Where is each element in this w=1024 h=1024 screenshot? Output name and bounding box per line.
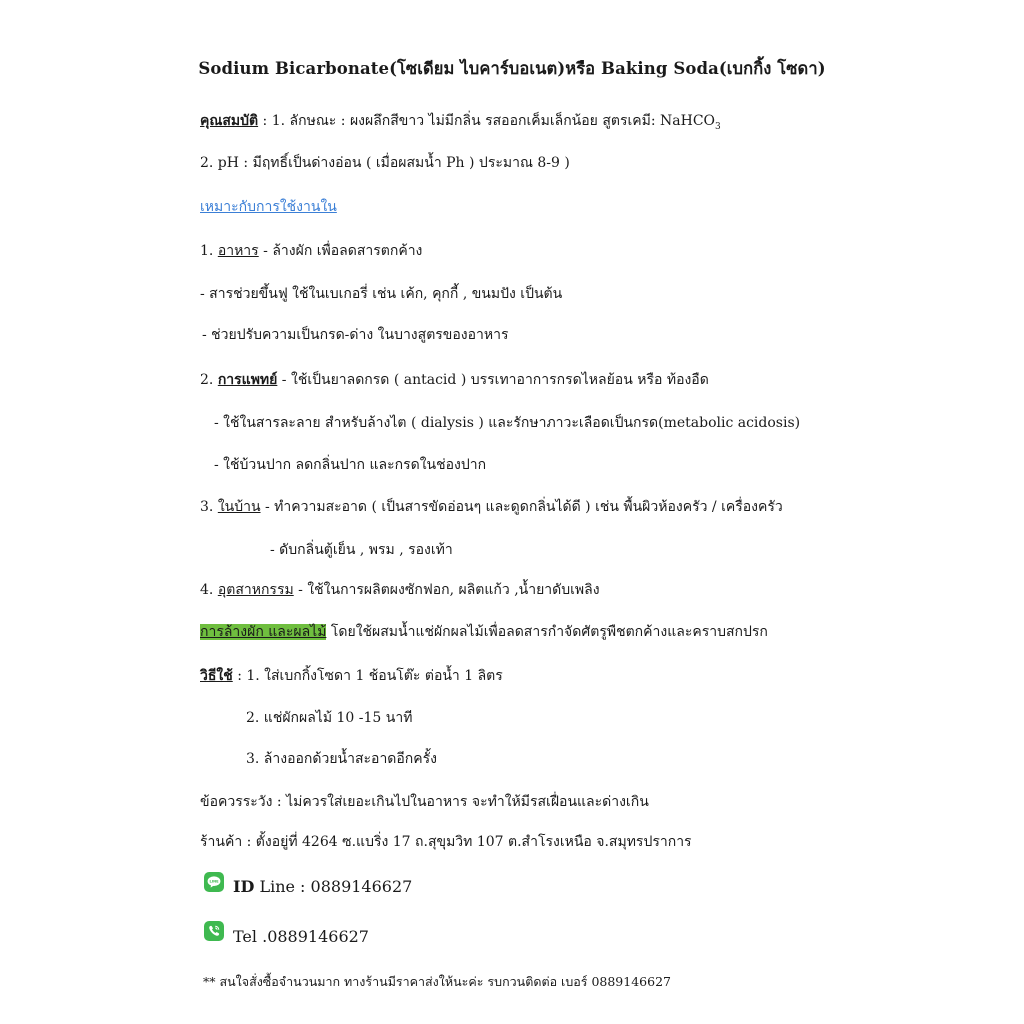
washing-highlight-label: การล้างผัก และผลไม้	[200, 624, 327, 640]
food-line-2: - สารช่วยขึ้นฟู ใช้ในเบเกอรี่ เช่น เค้ก, คุกกี้ , ขนมปัง เป็นต้น	[200, 286, 563, 302]
medical-line-2: - ใช้ในสารละลาย สำหรับล้างไต ( dialysis ) และรักษาภาวะเลือดเป็นกรด(metabolic acidosis)	[214, 415, 801, 431]
line-icon-text: LINE	[209, 879, 219, 884]
home-line-1	[200, 496, 783, 518]
medical-number: 2.	[200, 372, 218, 388]
washing-line	[200, 621, 768, 643]
document-title: Sodium Bicarbonate(โซเดียม ไบคาร์บอเนต)หรือ Baking Soda(เบกกิ้ง โซดา)	[198, 59, 826, 78]
line-id-value: Line : 0889146627	[254, 877, 413, 896]
medical-line-1	[200, 369, 709, 391]
line-id-label: ID	[233, 877, 255, 896]
industry-label: อุตสาหกรรม	[217, 582, 294, 598]
shop-address-line: ร้านค้า : ตั้งอยู่ที่ 4264 ซ.แบริ่ง 17 ถ.สุขุมวิท 107 ต.สำโรงเหนือ จ.สมุทรปราการ	[200, 834, 692, 850]
food-number: 1.	[200, 243, 218, 259]
industry-number: 4.	[200, 582, 218, 598]
suitable-heading-link[interactable]: เหมาะกับการใช้งานใน	[200, 199, 337, 215]
industry-line	[200, 579, 600, 601]
phone-app-icon	[204, 921, 224, 941]
medical-text: - ใช้เป็นยาลดกรด ( antacid ) บรรเทาอาการกรดไหลย้อน หรือ ท้องอืด	[277, 372, 709, 388]
food-label: อาหาร	[217, 243, 259, 259]
footer-note: ** สนใจสั่งซื้อจำนวนมาก ทางร้านมีราคาส่งให้นะค่ะ รบกวนติดต่อ เบอร์ 0889146627	[203, 974, 671, 989]
properties-colon: :	[258, 113, 268, 129]
line-id-line	[233, 877, 412, 896]
home-line-2: - ดับกลิ่นตู้เย็น , พรม , รองเท้า	[270, 542, 453, 558]
food-line-3: - ช่วยปรับความเป็นกรด-ด่าง ในบางสูตรของอาหาร	[202, 327, 509, 343]
method-step-1-text: : 1. ใส่เบกกิ้งโซดา 1 ช้อนโต๊ะ ต่อน้ำ 1 ลิตร	[232, 668, 503, 684]
method-step-1	[200, 665, 503, 687]
line-app-icon	[204, 872, 224, 892]
washing-text: โดยใช้ผสมน้ำแช่ผักผลไม้เพื่อลดสารกำจัดศัตรูพืชตกค้างและคราบสกปรก	[326, 624, 768, 640]
home-label: ในบ้าน	[217, 499, 261, 515]
medical-label: การแพทย์	[217, 372, 278, 388]
medical-line-3: - ใช้บ้วนปาก ลดกลิ่นปาก และกรดในช่องปาก	[214, 457, 487, 473]
food-text: - ล้างผัก เพื่อลดสารตกค้าง	[258, 243, 423, 259]
tel-line: Tel .0889146627	[233, 927, 369, 946]
home-number: 3.	[200, 499, 218, 515]
properties-line-1	[200, 110, 721, 132]
method-label: วิธีใช้	[200, 668, 233, 684]
properties-appearance: 1. ลักษณะ : ผงผลึกสีขาว ไม่มีกลิ่น รสออกเค็มเล็กน้อย สูตรเคมี: NaHCO	[267, 113, 716, 129]
properties-line-2: 2. pH : มีฤทธิ์เป็นด่างอ่อน ( เมื่อผสมน้ำ Ph ) ประมาณ 8-9 )	[200, 155, 570, 171]
industry-text: - ใช้ในการผลิตผงซักฟอก, ผลิตแก้ว ,น้ำยาดับเพลิง	[293, 582, 600, 598]
method-step-2: 2. แช่ผักผลไม้ 10 -15 นาที	[246, 710, 413, 726]
properties-label: คุณสมบัติ	[200, 113, 259, 129]
caution-line: ข้อควรระวัง : ไม่ควรใส่เยอะเกินไปในอาหาร จะทำให้มีรสเฝื่อนและด่างเกิน	[200, 794, 649, 810]
formula-subscript: 3	[715, 121, 721, 132]
method-step-3: 3. ล้างออกด้วยน้ำสะอาดอีกครั้ง	[246, 751, 437, 767]
home-text: - ทำความสะอาด ( เป็นสารขัดอ่อนๆ และดูดกลิ่นได้ดี ) เช่น พื้นผิวห้องครัว / เครื่องครัว	[260, 499, 783, 515]
food-line-1	[200, 240, 422, 262]
